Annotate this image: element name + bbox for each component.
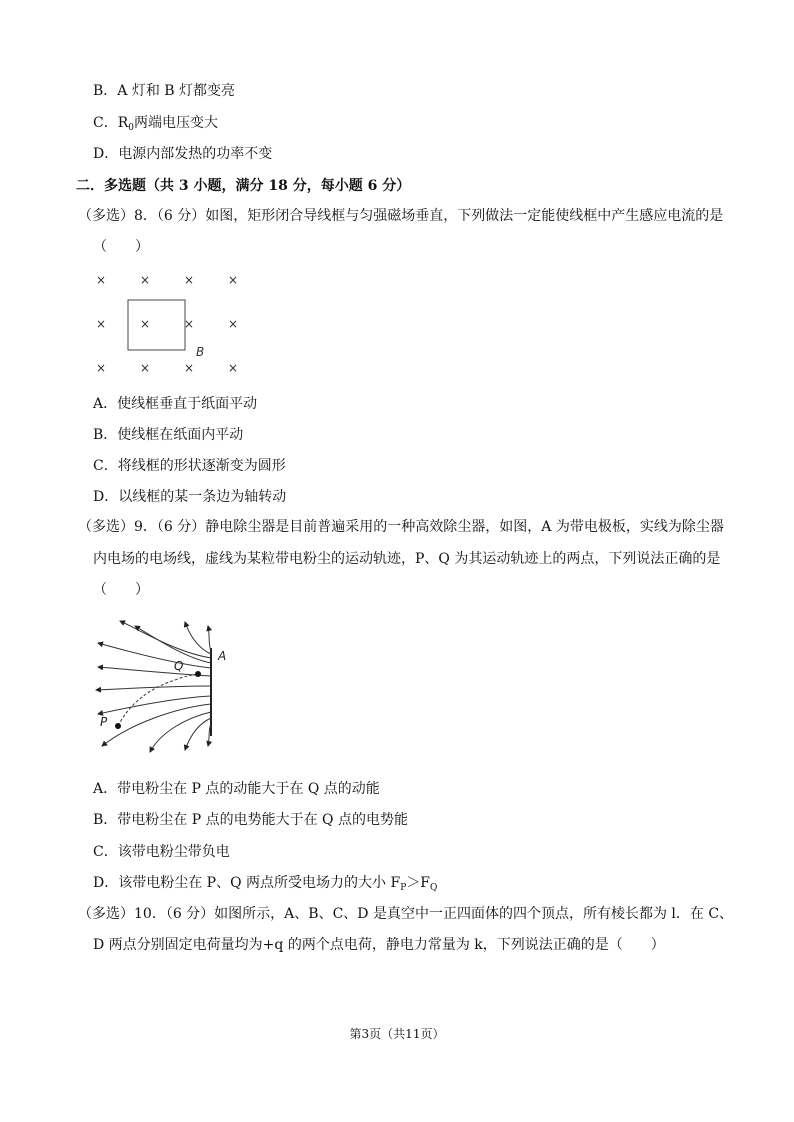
q9-option-d-prefix: D．该带电粉尘在 P、Q 两点所受电场力的大小 F <box>93 875 401 891</box>
q7-option-c-sub: 0 <box>128 123 134 133</box>
q9-stem-line1: （多选）9．（6 分）静电除尘器是目前普遍采用的一种高效除尘器，如图，A 为带电极板，实线为除尘器 <box>78 519 724 535</box>
page-footer: 第3页（共11页） <box>349 1027 445 1041</box>
field-label-b: B <box>196 345 205 359</box>
q9-stem-line2: 内电场的电场线，虚线为某粒带电粉尘的运动轨迹，P、Q 为其运动轨迹上的两点，下列说法正确的是 <box>93 551 721 567</box>
field-mark: × <box>227 273 239 287</box>
q8-figure <box>88 268 258 380</box>
field-mark: × <box>183 317 195 331</box>
q9-figure <box>90 618 240 758</box>
q9-paren: （ ） <box>93 582 149 598</box>
q7-option-d: D．电源内部发热的功率不变 <box>93 146 273 162</box>
field-line <box>208 626 211 651</box>
q8-stem: （多选）8．（6 分）如图，矩形闭合导线框与匀强磁场垂直，下列做法一定能使线框中产生感应电流的是 <box>78 208 724 224</box>
field-line <box>185 718 211 750</box>
q8-option-a: A．使线框垂直于纸面平动 <box>93 396 258 412</box>
field-line <box>98 667 211 676</box>
wire-frame <box>128 300 185 350</box>
field-mark: × <box>227 361 239 375</box>
field-line <box>135 626 211 663</box>
point-p <box>115 723 121 729</box>
field-line <box>185 622 211 654</box>
field-line <box>150 712 211 752</box>
field-line <box>98 696 211 714</box>
q8-paren: （ ） <box>93 239 149 255</box>
field-mark: × <box>183 273 195 287</box>
q10-stem-line2: D 两点分别固定电荷量均为+q 的两个点电荷，静电力常量为 k，下列说法正确的是（ ） <box>93 937 665 953</box>
field-mark: × <box>227 317 239 331</box>
q9-option-d-mid: ＞F <box>406 875 430 891</box>
field-mark: × <box>139 273 151 287</box>
section-title: 二．多选题（共 3 小题，满分 18 分，每小题 6 分） <box>76 178 411 194</box>
q7-option-c-suffix: 两端电压变大 <box>134 115 218 131</box>
q10-stem-line1: （多选）10．（6 分）如图所示，A、B、C、D 是真空中一正四面体的四个顶点，所有棱长都为 l．在 C、 <box>78 906 734 922</box>
field-mark: × <box>139 317 151 331</box>
q8-option-d: D．以线框的某一条边为轴转动 <box>93 489 287 505</box>
q9-option-d-sub2: Q <box>429 883 438 893</box>
q7-option-c <box>93 114 218 137</box>
point-q <box>195 671 201 677</box>
q9-option-b: B．带电粉尘在 P 点的电势能大于在 Q 点的电势能 <box>93 812 408 828</box>
label-a: A <box>218 649 227 663</box>
dust-trajectory <box>118 674 198 726</box>
field-mark: × <box>95 273 107 287</box>
label-p: P <box>100 715 108 729</box>
field-mark: × <box>95 361 107 375</box>
q9-option-d <box>93 874 437 897</box>
q9-option-c: C．该带电粉尘带负电 <box>93 844 230 860</box>
q7-option-b: B．A 灯和 B 灯都变亮 <box>93 83 236 99</box>
field-line <box>98 643 211 668</box>
q9-option-a: A．带电粉尘在 P 点的动能大于在 Q 点的动能 <box>93 781 380 797</box>
q8-option-b: B．使线框在纸面内平动 <box>93 427 244 443</box>
q8-option-c: C．将线框的形状逐渐变为圆形 <box>93 458 286 474</box>
label-q: Q <box>174 659 184 673</box>
q7-option-c-prefix: C．R <box>93 115 129 131</box>
field-mark: × <box>183 361 195 375</box>
q9-option-d-sub1: P <box>400 883 407 893</box>
field-mark: × <box>95 317 107 331</box>
field-mark: × <box>139 361 151 375</box>
